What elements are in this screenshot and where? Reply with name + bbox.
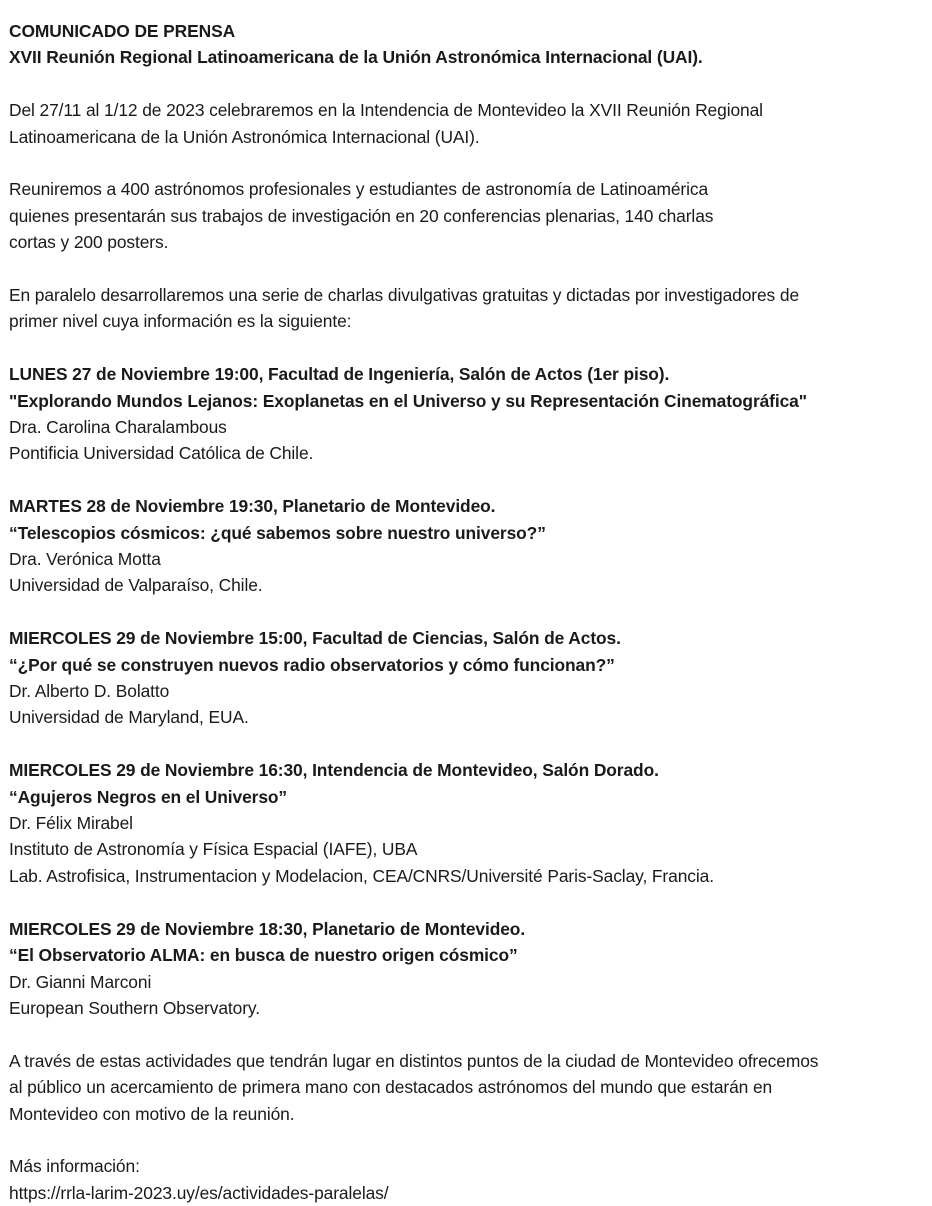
talk-speaker: Dra. Carolina Charalambous (9, 417, 227, 438)
intro-paragraph-1 (9, 97, 924, 150)
paragraph-line: cortas y 200 posters. (9, 232, 169, 253)
talk-schedule: LUNES 27 de Noviembre 19:00, Facultad de Ingeniería, Salón de Actos (1er piso). (9, 364, 670, 385)
document-title: COMUNICADO DE PRENSA (9, 21, 236, 41)
spacer (9, 335, 924, 361)
paragraph-line: Reuniremos a 400 astrónomos profesionales y estudiantes de astronomía de Latinoamérica (9, 179, 709, 200)
talk-block-5 (9, 916, 924, 1022)
spacer (9, 599, 924, 625)
paragraph-line: Del 27/11 al 1/12 de 2023 celebraremos en la Intendencia de Montevideo la XVII Reunión Regional (9, 100, 763, 121)
more-info-section (9, 1153, 924, 1206)
intro-paragraph-3 (9, 282, 924, 335)
talk-block-3 (9, 625, 924, 731)
paragraph-line: En paralelo desarrollaremos una serie de charlas divulgativas gratuitas y dictadas por investigadores de (9, 285, 800, 306)
talk-speaker: Dr. Alberto D. Bolatto (9, 681, 170, 702)
talk-title: “El Observatorio ALMA: en busca de nuestro origen cósmico” (9, 945, 518, 966)
more-info-link[interactable]: https://rrla-larim-2023.uy/es/actividades-paralelas/ (9, 1182, 389, 1203)
paragraph-line: Latinoamericana de la Unión Astronómica Internacional (UAI). (9, 126, 480, 147)
talk-affiliation: Instituto de Astronomía y Física Espacial (IAFE), UBA (9, 839, 418, 860)
spacer (9, 256, 924, 282)
talk-title: “¿Por qué se construyen nuevos radio observatorios y cómo funcionan?” (9, 654, 615, 675)
talk-schedule: MIERCOLES 29 de Noviembre 18:30, Planetario de Montevideo. (9, 918, 526, 939)
talk-title: “Agujeros Negros en el Universo” (9, 786, 288, 807)
paragraph-line: quienes presentarán sus trabajos de investigación en 20 conferencias plenarias, 140 charlas (9, 205, 714, 226)
talk-affiliation: European Southern Observatory. (9, 997, 260, 1018)
talk-affiliation: Universidad de Valparaíso, Chile. (9, 575, 263, 596)
talk-block-2 (9, 493, 924, 599)
spacer (9, 150, 924, 176)
spacer (9, 467, 924, 493)
talk-title: “Telescopios cósmicos: ¿qué sabemos sobre nuestro universo?” (9, 522, 546, 543)
paragraph-line: Montevideo con motivo de la reunión. (9, 1103, 295, 1124)
paragraph-line: al público un acercamiento de primera mano con destacados astrónomos del mundo que estarán en (9, 1077, 773, 1098)
talk-affiliation: Universidad de Maryland, EUA. (9, 707, 249, 728)
talk-speaker: Dr. Gianni Marconi (9, 971, 152, 992)
talk-speaker: Dr. Félix Mirabel (9, 813, 133, 834)
talk-block-4 (9, 757, 924, 889)
talk-block-1 (9, 361, 924, 467)
talk-title: "Explorando Mundos Lejanos: Exoplanetas en el Universo y su Representación Cinematográfica" (9, 390, 807, 411)
spacer (9, 731, 924, 757)
document-subtitle: XVII Reunión Regional Latinoamericana de la Unión Astronómica Internacional (UAI). (9, 47, 703, 68)
talk-affiliation: Pontificia Universidad Católica de Chile. (9, 443, 314, 464)
talk-schedule: MIERCOLES 29 de Noviembre 15:00, Facultad de Ciencias, Salón de Actos. (9, 628, 621, 649)
talk-schedule: MARTES 28 de Noviembre 19:30, Planetario de Montevideo. (9, 496, 496, 517)
intro-paragraph-2 (9, 176, 924, 255)
more-info-label: Más información: (9, 1156, 140, 1177)
paragraph-line: primer nivel cuya información es la siguiente: (9, 311, 352, 332)
spacer (9, 1021, 924, 1047)
closing-paragraph (9, 1048, 924, 1127)
spacer (9, 889, 924, 915)
talk-speaker: Dra. Verónica Motta (9, 549, 161, 570)
paragraph-line: A través de estas actividades que tendrán lugar en distintos puntos de la ciudad de Montevideo ofrecemos (9, 1050, 819, 1071)
spacer (9, 71, 924, 97)
talk-affiliation: Lab. Astrofisica, Instrumentacion y Modelacion, CEA/CNRS/Université Paris-Saclay, Francia. (9, 865, 714, 886)
talk-schedule: MIERCOLES 29 de Noviembre 16:30, Intendencia de Montevideo, Salón Dorado. (9, 760, 659, 781)
spacer (9, 1127, 924, 1153)
